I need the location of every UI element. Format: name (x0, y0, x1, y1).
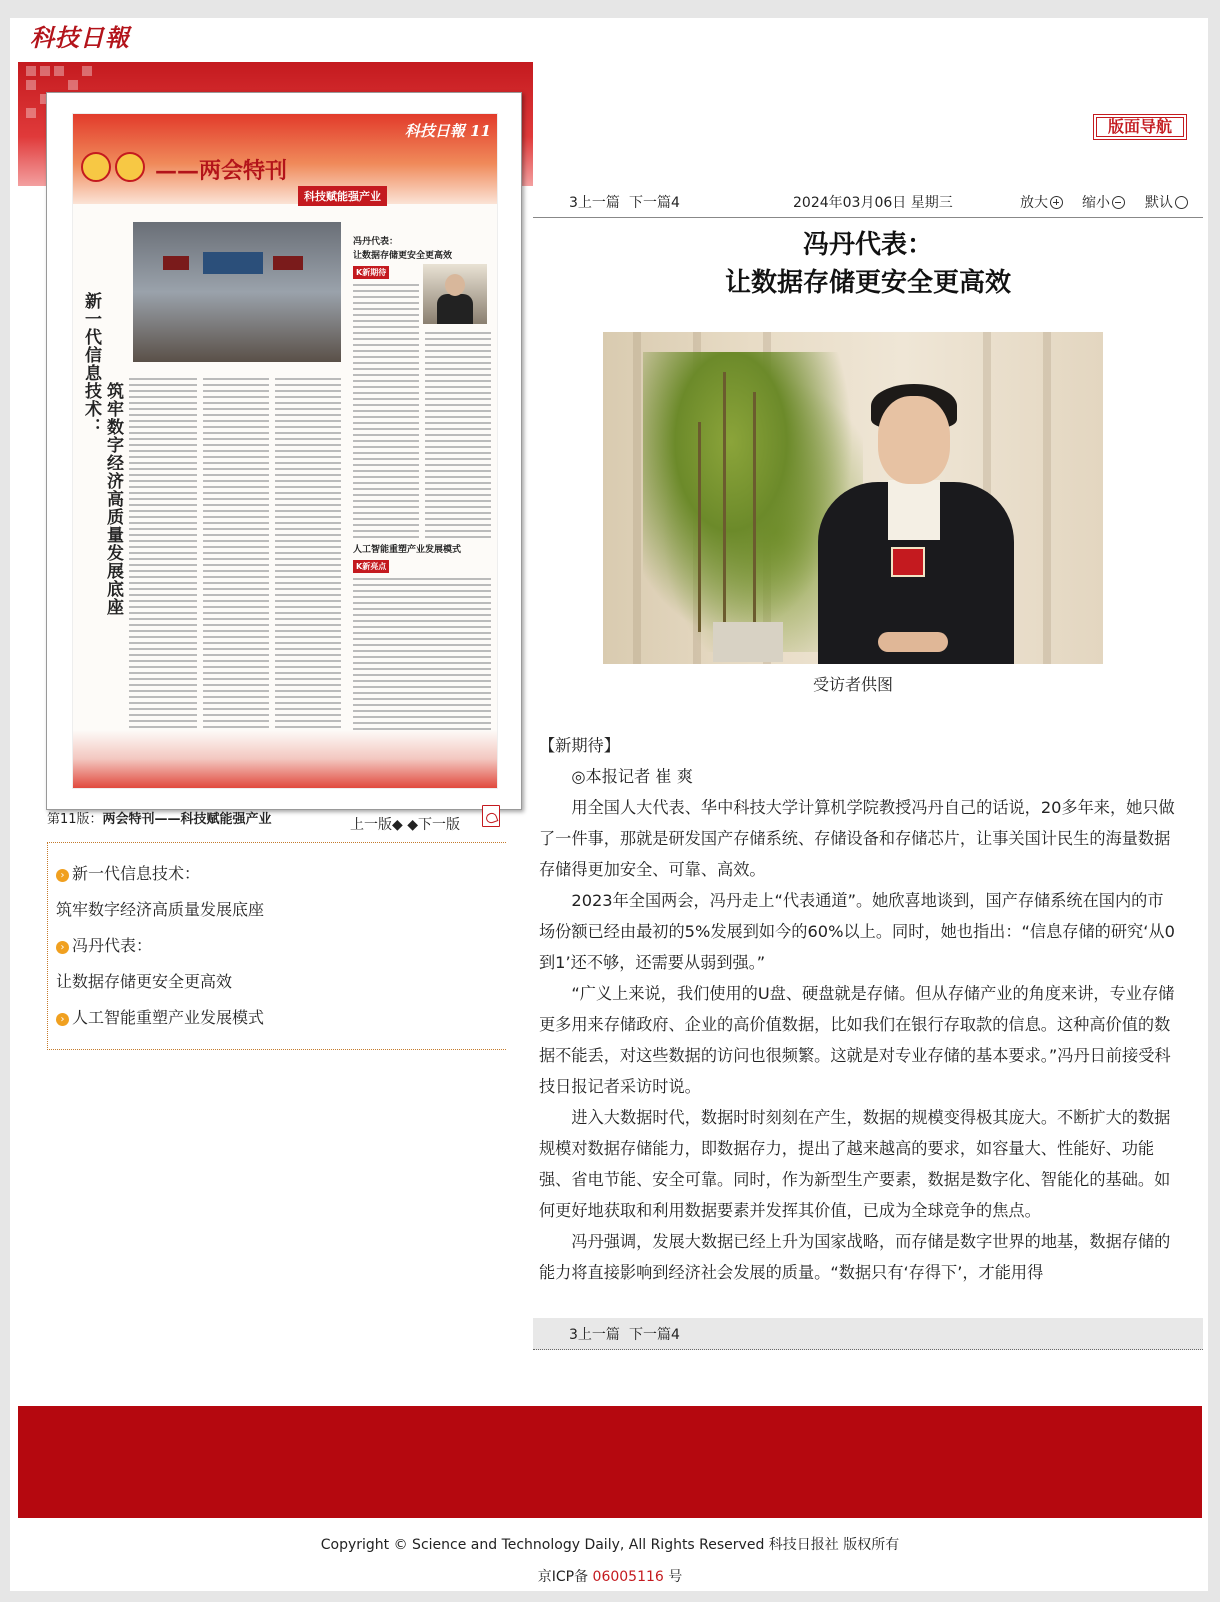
newspaper-page (72, 113, 498, 789)
paper-text-column (353, 284, 419, 542)
pdf-download-icon[interactable] (482, 805, 500, 827)
article-list-item-subtitle[interactable]: 让数据存储更安全更高效 (56, 972, 233, 991)
cppcc-emblem-icon (115, 152, 145, 182)
article-list-item[interactable]: › 人工智能重塑产业发展模式 (56, 1005, 264, 1028)
zoom-in-icon (1050, 196, 1063, 209)
factory-photo[interactable] (133, 222, 341, 362)
article-paragraph: 进入大数据时代，数据时时刻刻在产生，数据的规模变得极其庞大。不断扩大的数据规模对数据存储能力，即数据存力，提出了越来越高的要求，如容量大、性能好、功能强、省电节能、安全可靠。同时，作为新型生产要素，数据是数字化、智能化的基础。如何更好地获取和利用数据要素并发挥其价值，已成为全球竞争的焦点。 (539, 1108, 1171, 1220)
article-title: 冯丹代表： 让数据存储更安全更高效 (724, 230, 1011, 298)
newspaper-page-thumbnail[interactable] (46, 92, 522, 810)
national-emblem-icon (81, 152, 111, 182)
paper-headline-2a[interactable]: 冯丹代表： (353, 237, 399, 247)
bottom-article-nav (533, 1318, 1203, 1350)
icp-number-link[interactable]: 06005116 (592, 1569, 664, 1585)
layout-nav-button[interactable]: 版面导航 (1093, 114, 1187, 140)
icp-record: 京ICP备 06005116 号 (537, 1569, 683, 1585)
paper-headline-2b[interactable]: 让数据存储更安全更高效 (353, 251, 453, 261)
article-list-item[interactable]: › 冯丹代表： (56, 933, 152, 956)
arrow-right-icon: › (56, 1013, 69, 1026)
paper-text-column (275, 378, 341, 768)
edition-nav (350, 814, 460, 834)
article-byline: ◎本报记者 崔 爽 (571, 767, 693, 786)
article-section: 【新期待】 (539, 736, 620, 755)
arrow-right-icon: › (56, 941, 69, 954)
article-paragraph: “广义上来说，我们使用的U盘、硬盘就是存储。但从存储产业的角度来讲，专业存储更多用来存储政府、企业的高价值数据，比如我们在银行存取款的信息。这种高价值的数据不能丢，对这些数据的访问也很频繁。这就是对专业存储的基本要求。”冯丹日前接受科技日报记者采访时说。 (539, 984, 1175, 1096)
article-list (47, 842, 506, 1050)
article-toolbar (533, 188, 1203, 218)
paper-portrait-photo (423, 264, 487, 324)
article-paragraph: 用全国人大代表、华中科技大学计算机学院教授冯丹自己的话说，20多年来，她只做了一件事，那就是研发国产存储系统、存储设备和存储芯片，让事关国计民生的海量数据存储得更加安全、可靠、高效。 (539, 798, 1175, 879)
next-edition-link[interactable]: 下一版 (418, 817, 461, 833)
next-article-link[interactable]: 下一篇4 (629, 195, 680, 211)
article-photo[interactable] (603, 332, 1103, 664)
zoom-out-icon (1112, 196, 1125, 209)
bottom-next-article-link[interactable]: 下一篇4 (629, 1327, 680, 1343)
site-logo[interactable]: 科技日報 (30, 23, 130, 52)
article-body (539, 730, 1179, 1312)
footer-banner (18, 1406, 1202, 1518)
prev-arrow-icon: ◆ (392, 817, 403, 833)
arrow-right-icon: › (56, 869, 69, 882)
paper-section-label: 科技赋能强产业 (298, 186, 387, 206)
paper-headline-1b[interactable]: 筑牢数字经济高质量发展底座 (103, 382, 123, 616)
delegate-badge (891, 547, 925, 577)
paper-text-column (129, 378, 197, 768)
edition-label: 第11版：两会特刊——科技赋能强产业 (47, 812, 272, 827)
article-list-item[interactable]: › 新一代信息技术： (56, 861, 200, 884)
publish-date: 2024年03月06日 星期三 (793, 195, 953, 211)
paper-headline-1a[interactable]: 新一代信息技术： (81, 292, 101, 436)
next-arrow-icon: ◆ (407, 817, 419, 833)
zoom-out-button[interactable]: 缩小 (1082, 192, 1125, 212)
paper-special-title: ——两会特刊 (155, 158, 288, 184)
paper-headline-3[interactable]: 人工智能重塑产业发展模式 (353, 545, 462, 555)
article-list-item-subtitle[interactable]: 筑牢数字经济高质量发展底座 (56, 900, 265, 919)
article-paragraph: 2023年全国两会，冯丹走上“代表通道”。她欣喜地谈到，国产存储系统在国内的市场份额已经由最初的5%发展到如今的60%以上。同时，她也指出：“信息存储的研究‘从0到1’还不够，还需要从弱到强。” (539, 891, 1175, 972)
prev-article-link[interactable]: 3上一篇 (569, 195, 620, 211)
zoom-default-icon (1175, 196, 1188, 209)
zoom-default-button[interactable]: 默认 (1145, 192, 1188, 212)
paper-logo: 科技日報 11 (404, 122, 491, 140)
paper-tag-highlight: K新亮点 (353, 560, 389, 573)
prev-edition-link[interactable]: 上一版 (350, 817, 392, 833)
edition-name: 两会特刊——科技赋能强产业 (102, 812, 272, 827)
zoom-in-button[interactable]: 放大 (1020, 192, 1063, 212)
bottom-prev-article-link[interactable]: 3上一篇 (569, 1327, 620, 1343)
paper-text-column (425, 332, 491, 542)
copyright-text: Copyright © Science and Technology Daily, All Rights Reserved 科技日报社 版权所有 (320, 1537, 900, 1553)
paper-text-column (203, 378, 269, 768)
photo-caption: 受访者供图 (812, 675, 893, 694)
paper-tag-expectation: K新期待 (353, 266, 389, 279)
article-paragraph: 冯丹强调，发展大数据已经上升为国家战略，而存储是数字世界的地基，数据存储的能力将直接影响到经济社会发展的质量。“数据只有‘存得下’，才能用得 (539, 1232, 1171, 1282)
